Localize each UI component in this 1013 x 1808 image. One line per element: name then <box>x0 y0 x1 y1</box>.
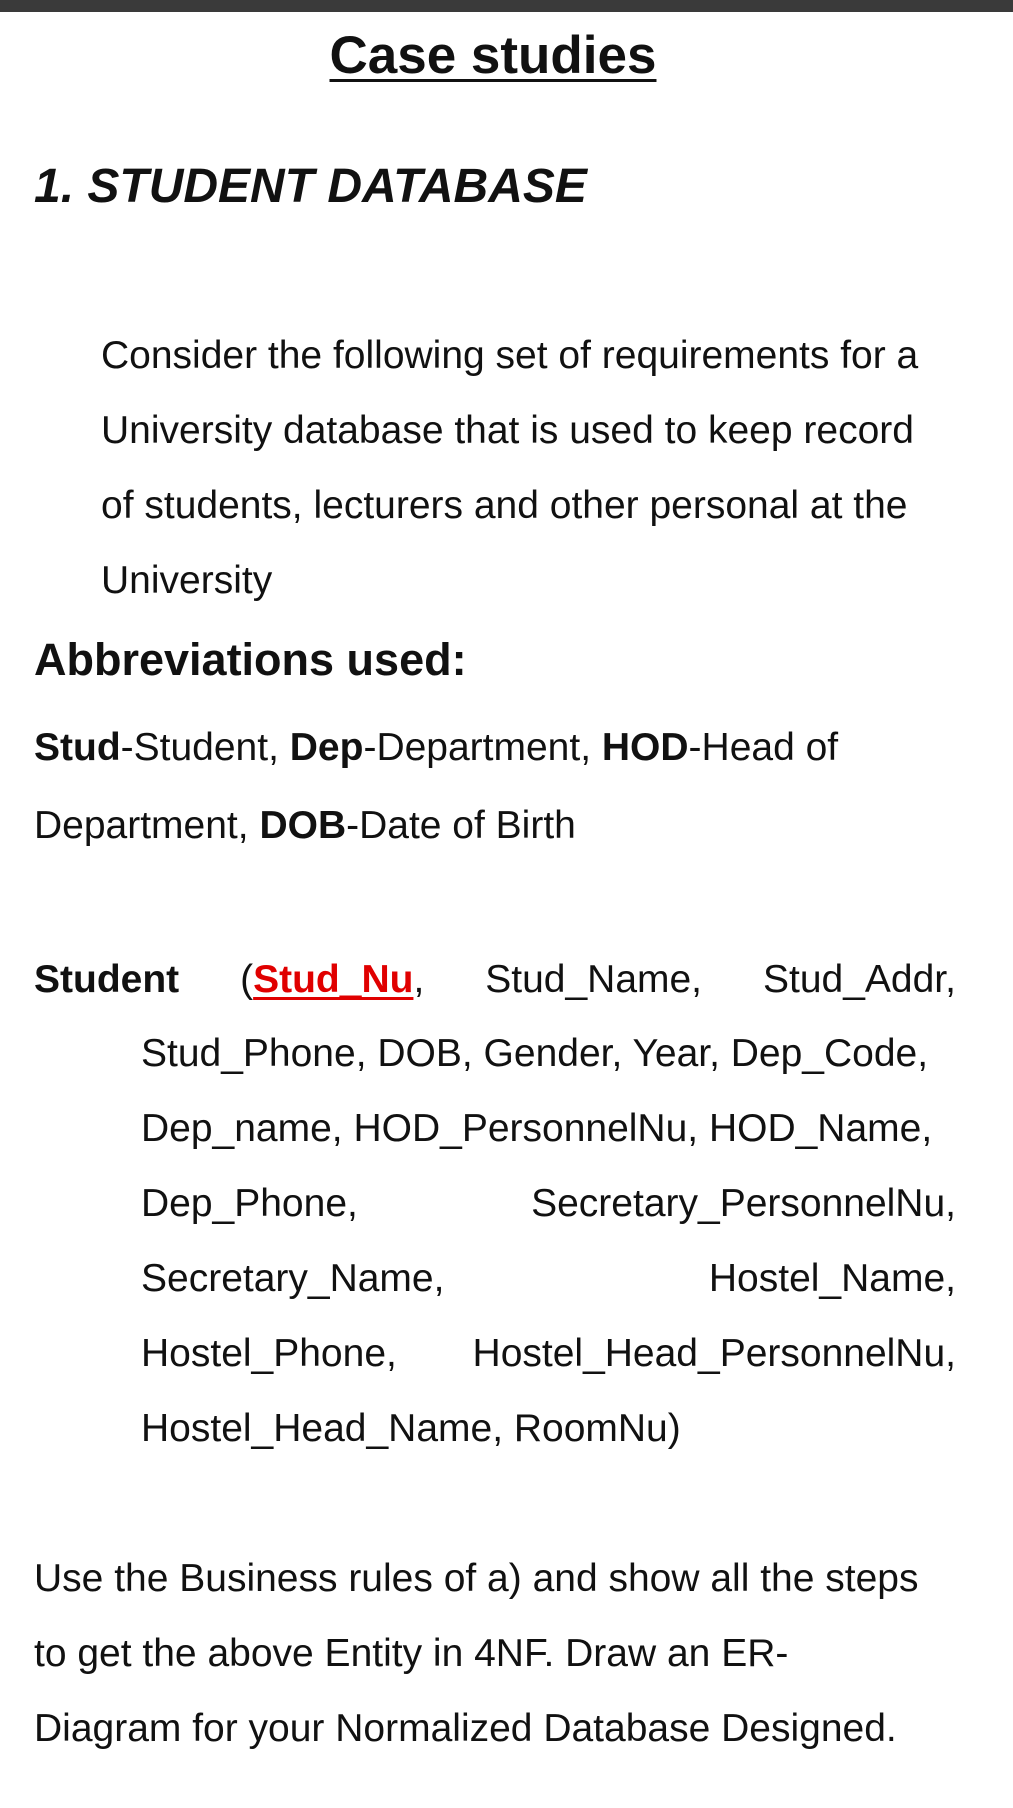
schema-attribute: Hostel_Phone, <box>141 1332 397 1375</box>
section-heading: 1. STUDENT DATABASE <box>34 160 587 213</box>
schema-attribute: Dep_Phone, <box>141 1182 358 1225</box>
schema-attributes: Stud_Phone, DOB, Gender, Year, Dep_Code, <box>141 1032 929 1075</box>
abbreviation-term: DOB <box>259 804 347 847</box>
schema-line <box>141 1254 956 1304</box>
intro-line: University database that is used to keep record <box>101 409 914 452</box>
abbreviation-continuation: Department, <box>34 804 260 847</box>
schema-line <box>141 1329 956 1379</box>
abbreviations-line <box>34 787 838 865</box>
schema-line <box>141 1404 956 1454</box>
schema-line <box>141 1179 956 1229</box>
abbreviation-meaning: -Date of Birth <box>346 804 576 847</box>
abbreviation-term: Stud <box>34 726 121 769</box>
closing-line: Diagram for your Normalized Database Designed. <box>34 1707 897 1750</box>
schema-attribute: Secretary_PersonnelNu, <box>531 1182 956 1225</box>
abbreviation-term: HOD <box>601 726 689 769</box>
schema-attributes: Dep_name, HOD_PersonnelNu, HOD_Name, <box>141 1107 933 1150</box>
top-edge-bar <box>0 0 1013 12</box>
schema-attribute: Stud_Addr, <box>762 958 956 1001</box>
abbreviations-line <box>34 709 838 787</box>
schema-line <box>141 1104 956 1154</box>
schema-line <box>141 1029 956 1079</box>
primary-key: Stud_Nu <box>253 958 414 1001</box>
key-comma: , <box>413 958 425 1001</box>
page-title: Case studies <box>329 26 657 85</box>
closing-line: to get the above Entity in 4NF. Draw an ER- <box>34 1632 789 1675</box>
abbreviations-list <box>34 709 838 865</box>
entity-name: Student <box>34 958 180 1001</box>
abbreviations-heading: Abbreviations used: <box>34 634 467 685</box>
abbreviation-meaning: -Department, <box>363 726 602 769</box>
schema-line <box>34 955 956 1005</box>
intro-line: Consider the following set of requirements for a <box>101 334 919 377</box>
intro-paragraph <box>101 318 981 618</box>
open-paren: ( <box>240 958 254 1001</box>
closing-paragraph <box>34 1541 918 1766</box>
intro-line: of students, lecturers and other personal at the <box>101 484 908 527</box>
abbreviation-meaning: -Student, <box>120 726 290 769</box>
closing-line: Use the Business rules of a) and show all the steps <box>34 1557 919 1600</box>
schema-attribute: Stud_Name, <box>485 958 703 1001</box>
schema-attribute: Hostel_Head_PersonnelNu, <box>472 1332 956 1375</box>
schema-attributes: Hostel_Head_Name, RoomNu) <box>141 1407 681 1450</box>
schema-attribute: Secretary_Name, <box>141 1257 445 1300</box>
abbreviation-term: Dep <box>289 726 364 769</box>
abbreviation-meaning: -Head of <box>688 726 839 769</box>
primary-key-group <box>240 955 424 1005</box>
intro-line: University <box>101 559 273 602</box>
schema-attribute: Hostel_Name, <box>708 1257 956 1300</box>
